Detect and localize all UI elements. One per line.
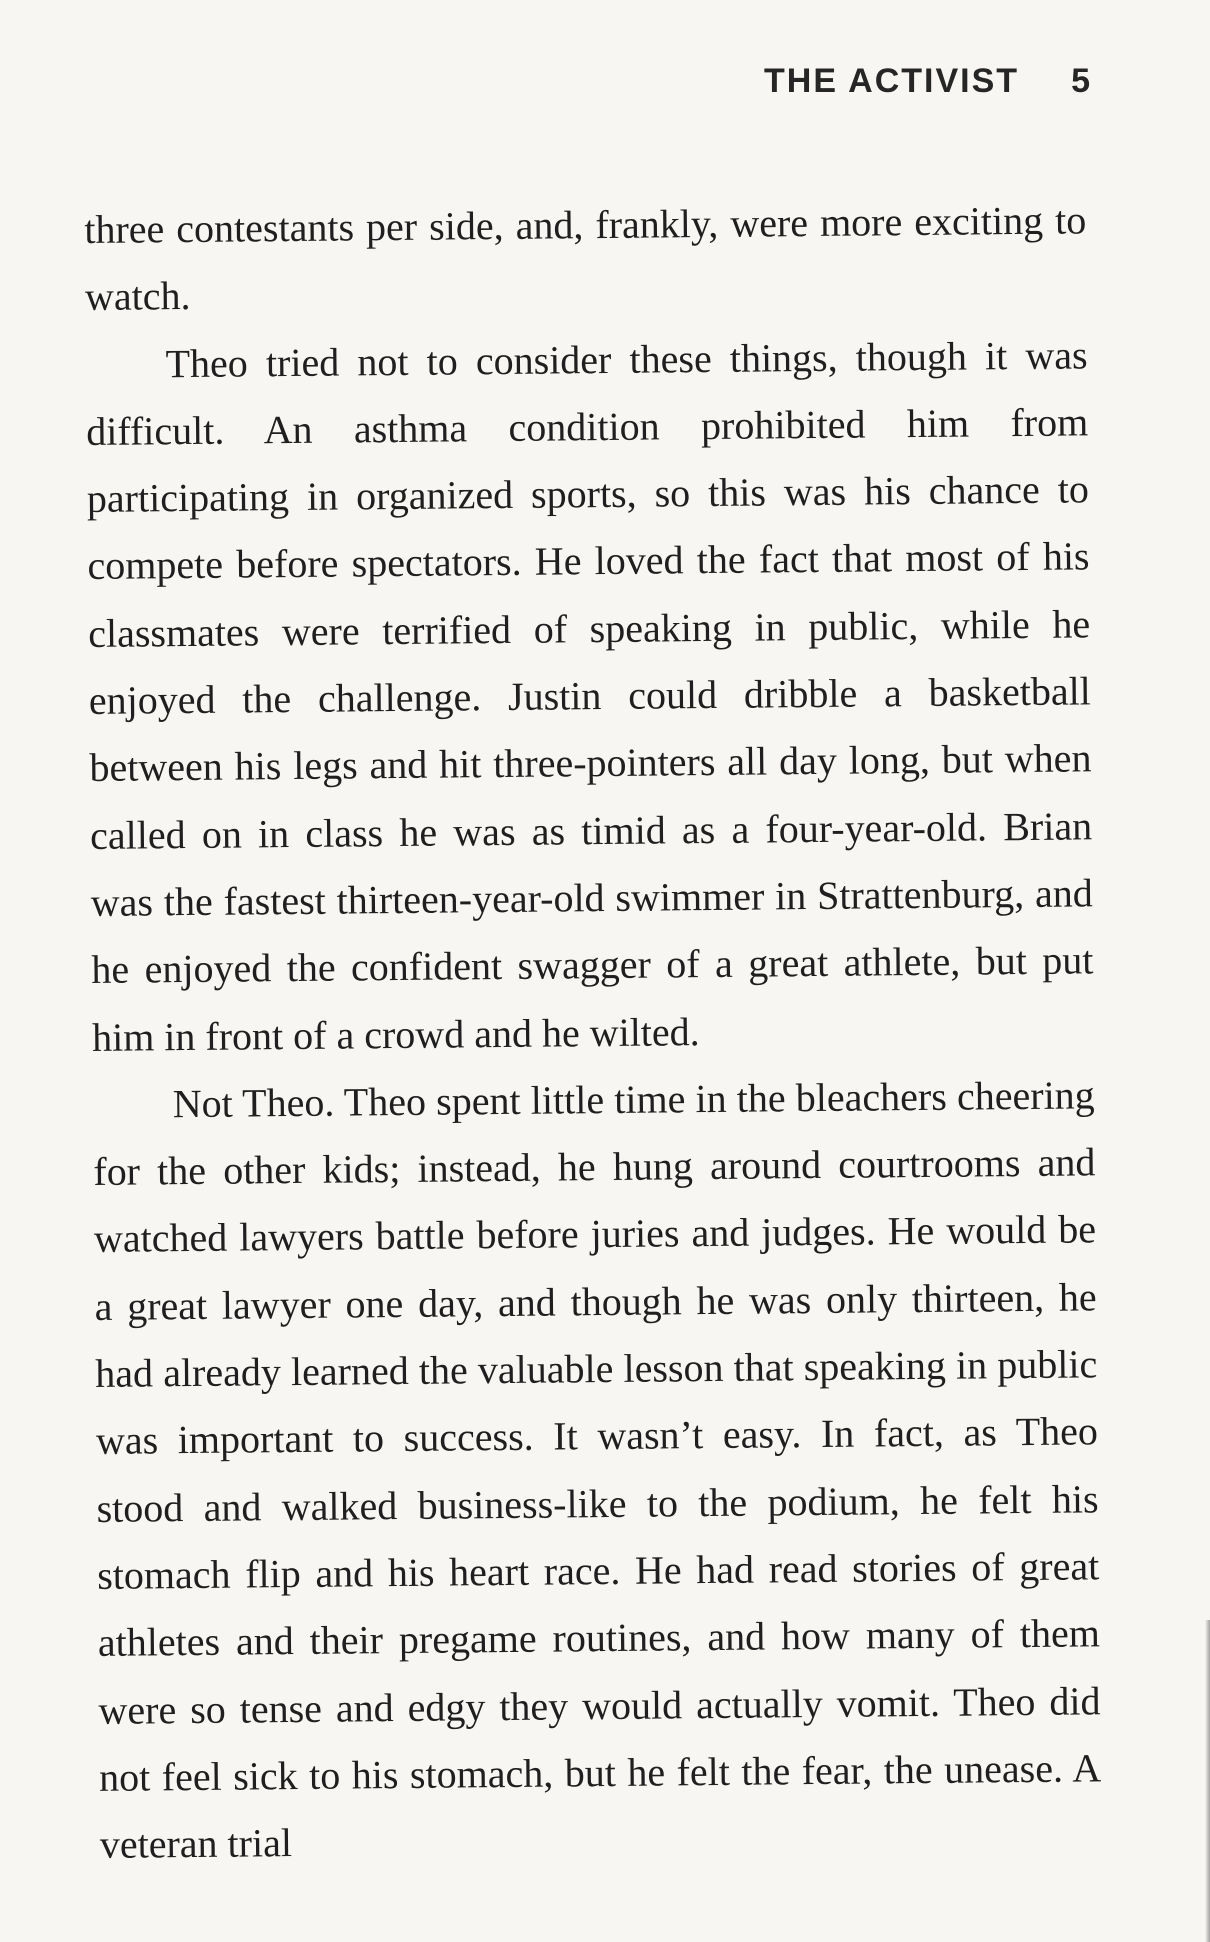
paragraph-2: Theo tried not to consider these things, though it was difficult. An asthma condition prohibited him from participating in organized sports, so this was his chance to compete before spectators. He loved the fact that most of his classmates were terrified of speaking in public, while he enjoyed the challenge. Justin could dribble a basketball between his legs and hit three-pointers all day long, but when called on in class he was as timid as a four-year-old. Brian was the fastest thirteen-year-old swimmer in Strattenburg, and he enjoyed the confident swagger of a great athlete, but put him in front of a crowd and he wilted.	[86, 331, 1094, 1060]
page-edge-shadow	[1205, 1620, 1210, 1942]
running-header	[764, 62, 1090, 101]
paragraph-3: Not Theo. Theo spent little time in the bleachers cheering for the other kids; instead, he hung around courtrooms and watched lawyers battle before juries and judges. He would be a great lawyer one day, and though he was only thirteen, he had already learned the valuable lesson that speaking in public was important to success. It wasn’t easy. In fact, as Theo stood and walked business-like to the podium, he felt his stomach flip and his heart race. He had read stories of great athletes and their pregame routines, and how many of them were so tense and edgy they would actually vomit. Theo did not feel sick to his stomach, but he felt the fear, the unease. A veteran trial	[93, 1072, 1102, 1868]
body-text	[84, 186, 1102, 1878]
page-number: 5	[1071, 62, 1090, 100]
running-title: THE ACTIVIST	[764, 62, 1020, 100]
paragraph-1: three contestants per side, and, frankly, were more exciting to watch.	[84, 197, 1087, 320]
